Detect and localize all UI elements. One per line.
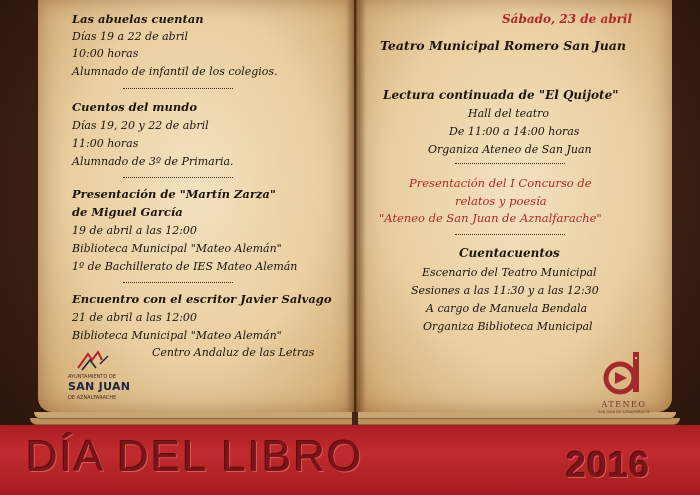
event-line: 10:00 horas	[72, 47, 139, 60]
dotted-separator	[455, 163, 565, 164]
event-line: Alumnado de infantil de los colegios.	[72, 65, 278, 78]
logo-text-bottom: DE AZNALFARACHE	[68, 395, 117, 401]
lectura-title: Lectura continuada de "El Quijote"	[383, 88, 619, 102]
banner-year: 2016	[566, 444, 651, 485]
logo-text-name: SAN JUAN	[68, 380, 131, 393]
dotted-separator	[123, 177, 233, 178]
dotted-separator	[123, 282, 233, 283]
event-title-continued: de Miguel García	[72, 205, 183, 219]
lectura-line: Hall del teatro	[468, 107, 550, 120]
san-juan-emblem-icon	[74, 350, 114, 372]
presentacion-line: "Ateneo de San Juan de Aznalfarache"	[379, 211, 602, 225]
banner-title: DÍA DEL LIBRO	[26, 432, 364, 481]
event-date: Sábado, 23 de abril	[502, 12, 633, 26]
cuentacuentos-line: A cargo de Manuela Bendala	[426, 302, 588, 315]
event-line: Biblioteca Municipal "Mateo Alemán"	[72, 242, 282, 255]
presentacion-line: Presentación del I Concurso de	[409, 176, 592, 190]
event-line: Alumnado de 3º de Primaria.	[72, 155, 234, 168]
event-line: 21 de abril a las 12:00	[72, 311, 197, 324]
event-line: Centro Andaluz de las Letras	[152, 346, 315, 359]
lectura-line: De 11:00 a 14:00 horas	[449, 125, 580, 138]
event-line: 1º de Bachillerato de IES Mateo Alemán	[72, 260, 298, 273]
event-line: 11:00 horas	[72, 137, 139, 150]
cuentacuentos-line: Organiza Biblioteca Municipal	[423, 320, 593, 333]
presentacion-line: relatos y poesía	[455, 194, 547, 208]
ateneo-emblem-icon	[600, 350, 646, 396]
logo-text-top: AYUNTAMIENTO DE	[68, 374, 116, 380]
page-edge	[34, 412, 352, 419]
event-title: Encuentro con el escritor Javier Salvago	[72, 292, 332, 306]
ateneo-logo	[596, 350, 654, 420]
event-line: Días 19, 20 y 22 de abril	[72, 119, 209, 132]
event-line: 19 de abril a las 12:00	[72, 224, 197, 237]
ateneo-subtitle: SAN JUAN DE AZNALFARACHE	[598, 410, 650, 414]
event-title: Las abuelas cuentan	[72, 12, 204, 26]
ateneo-name: ATENEO	[601, 400, 647, 409]
cuentacuentos-title: Cuentacuentos	[459, 246, 560, 260]
event-title: Presentación de "Martín Zarza"	[72, 187, 276, 201]
cuentacuentos-line: Escenario del Teatro Municipal	[422, 266, 597, 279]
lectura-line: Organiza Ateneo de San Juan	[428, 143, 592, 156]
event-line: Biblioteca Municipal "Mateo Alemán"	[72, 329, 282, 342]
event-line: Días 19 a 22 de abril	[72, 30, 189, 43]
dotted-separator	[123, 88, 233, 89]
dotted-separator	[455, 234, 565, 235]
page-edge	[30, 418, 352, 425]
venue-title: Teatro Municipal Romero San Juan	[380, 38, 626, 53]
cuentacuentos-line: Sesiones a las 11:30 y a las 12:30	[411, 284, 599, 297]
event-title: Cuentos del mundo	[72, 100, 197, 114]
san-juan-logo	[68, 350, 138, 410]
book-gutter	[346, 0, 366, 412]
